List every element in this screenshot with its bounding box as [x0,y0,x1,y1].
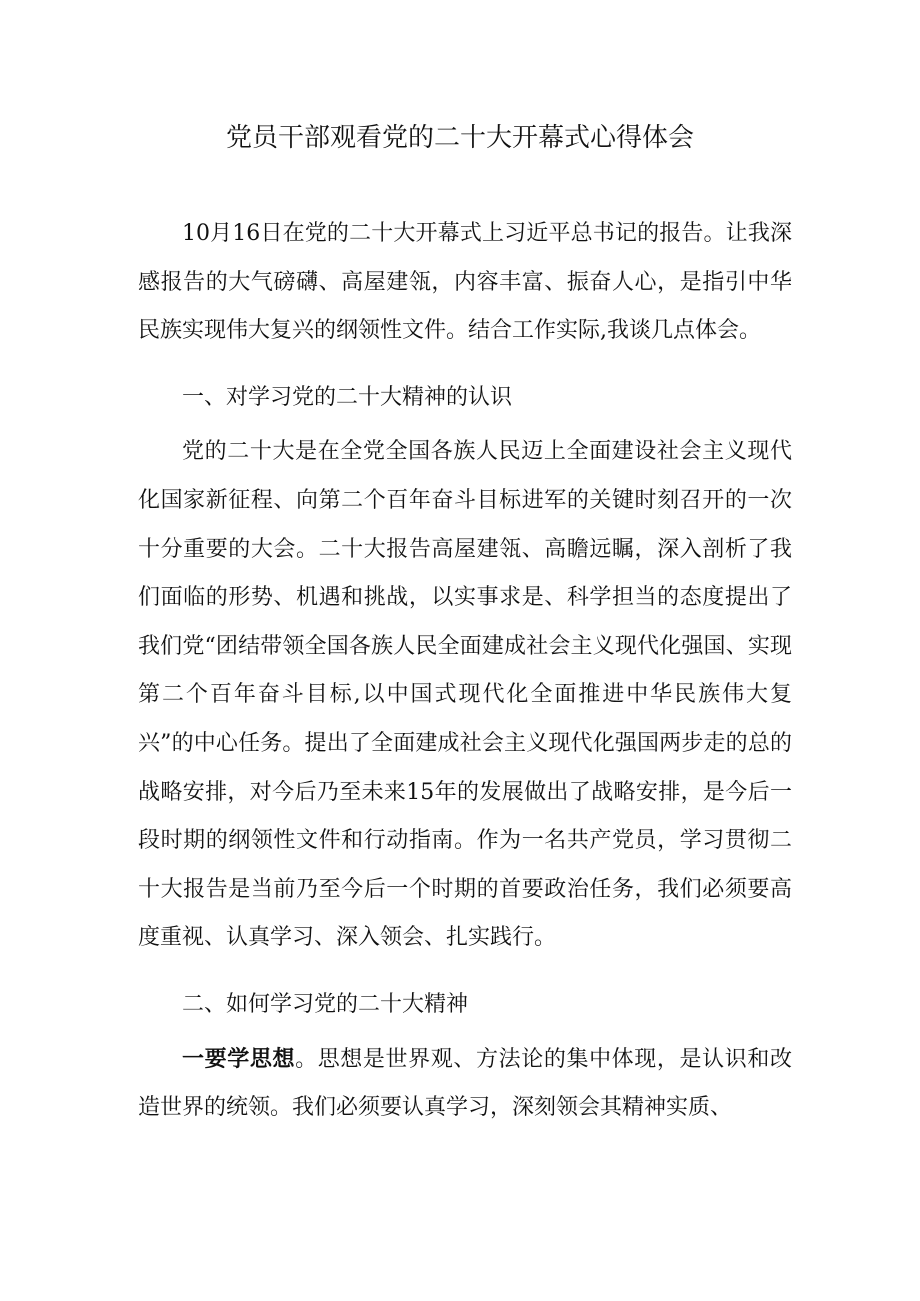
document-title: 党员干部观看党的二十大开幕式心得体会 [225,123,694,153]
point-1-body: 。思想是世界观、方法论的集中体现，是认识和改造世界的统领。我们必须要认真学习，深刻领会其精神实质、 [138,1046,792,1121]
point-1-lead: 一要学思想 [182,1046,296,1072]
section-1-paragraph: 党的二十大是在全党全国各族人民迈上全面建设社会主义现代化国家新征程、向第二个百年奋斗目标进军的关键时刻召开的一次十分重要的大会。二十大报告高屋建瓴、高瞻远瞩，深入剖析了我们面临的形势、机遇和挑战，以实事求是、科学担当的态度提出了我们党“团结带领全国各族人民全面建成社会主义现代化强国、实现第二个百年奋斗目标,以中国式现代化全面推进中华民族伟大复兴”的中心任务。提出了全面建成社会主义现代化强国两步走的总的战略安排，对今后乃至未来15年的发展做出了战略安排，是今后一段时期的纲领性文件和行动指南。作为一名共产党员，学习贯彻二十大报告是当前乃至今后一个时期的首要政治任务，我们必须要高度重视、认真学习、深入领会、扎实践行。 [138,439,792,951]
document-body [138,210,792,1133]
paragraph-spacer [138,963,792,981]
section-heading-1: 一、对学习党的二十大精神的认识 [182,384,513,410]
paragraph-spacer [138,356,792,374]
intro-paragraph: 10月16日在党的二十大开幕式上习近平总书记的报告。让我深感报告的大气磅礴、高屋建瓴，内容丰富、振奋人心，是指引中华民族实现伟大复兴的纲领性文件。结合工作实际,我谈几点体会。 [138,221,792,344]
section-heading-2: 二、如何学习党的二十大精神 [182,991,469,1017]
section-2-point-1 [138,1036,792,1133]
